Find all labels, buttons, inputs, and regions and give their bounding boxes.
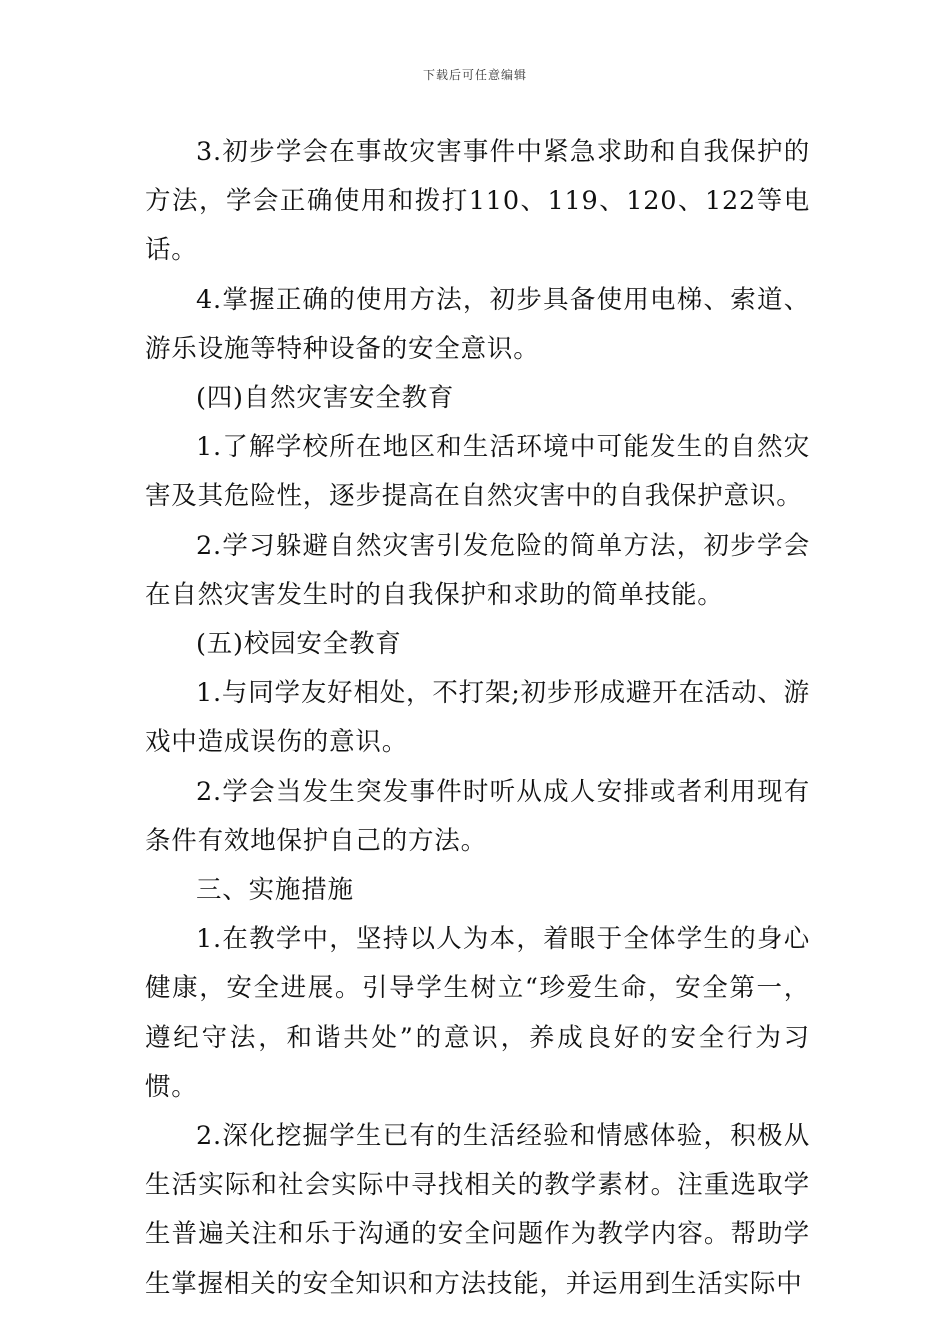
document-body	[145, 128, 810, 1309]
paragraph-emergency-help: 3.初步学会在事故灾害事件中紧急求助和自我保护的方法，学会正确使用和拨打110、119、120、122等电话。	[145, 137, 810, 266]
heading-implementation: 三、实施措施	[196, 875, 354, 906]
paragraph-emergency-events: 2.学会当发生突发事件时听从成人安排或者利用现有条件有效地保护自己的方法。	[145, 776, 810, 856]
header-note: 下载后可任意编辑	[422, 68, 527, 82]
paragraph-experience: 2.深化挖掘学生已有的生活经验和情感体验，积极从生活实际和社会实际中寻找相关的教学素材。注重选取学生普遍关注和乐于沟通的安全问题作为教学内容。帮助学生掌握相关的安全知识和方法技能，并运用到生活实际中	[145, 1121, 810, 1299]
paragraph-special-equipment: 4.掌握正确的使用方法，初步具备使用电梯、索道、游乐设施等特种设备的安全意识。	[145, 284, 810, 364]
paragraph-disaster-skills: 2.学习躲避自然灾害引发危险的简单方法，初步学会在自然灾害发生时的自我保护和求助的简单技能。	[145, 530, 810, 610]
paragraph-teaching: 1.在教学中，坚持以人为本，着眼于全体学生的身心健康，安全进展。引导学生树立“珍爱生命，安全第一，遵纪守法，和谐共处”的意识，养成良好的安全行为习惯。	[145, 924, 810, 1102]
heading-natural-disaster: (四)自然灾害安全教育	[196, 383, 455, 414]
heading-campus-safety: (五)校园安全教育	[196, 629, 402, 660]
paragraph-classmates: 1.与同学友好相处，不打架;初步形成避开在活动、游戏中造成误伤的意识。	[145, 678, 810, 758]
paragraph-disaster-awareness: 1.了解学校所在地区和生活环境中可能发生的自然灾害及其危险性，逐步提高在自然灾害中的自我保护意识。	[145, 432, 810, 512]
